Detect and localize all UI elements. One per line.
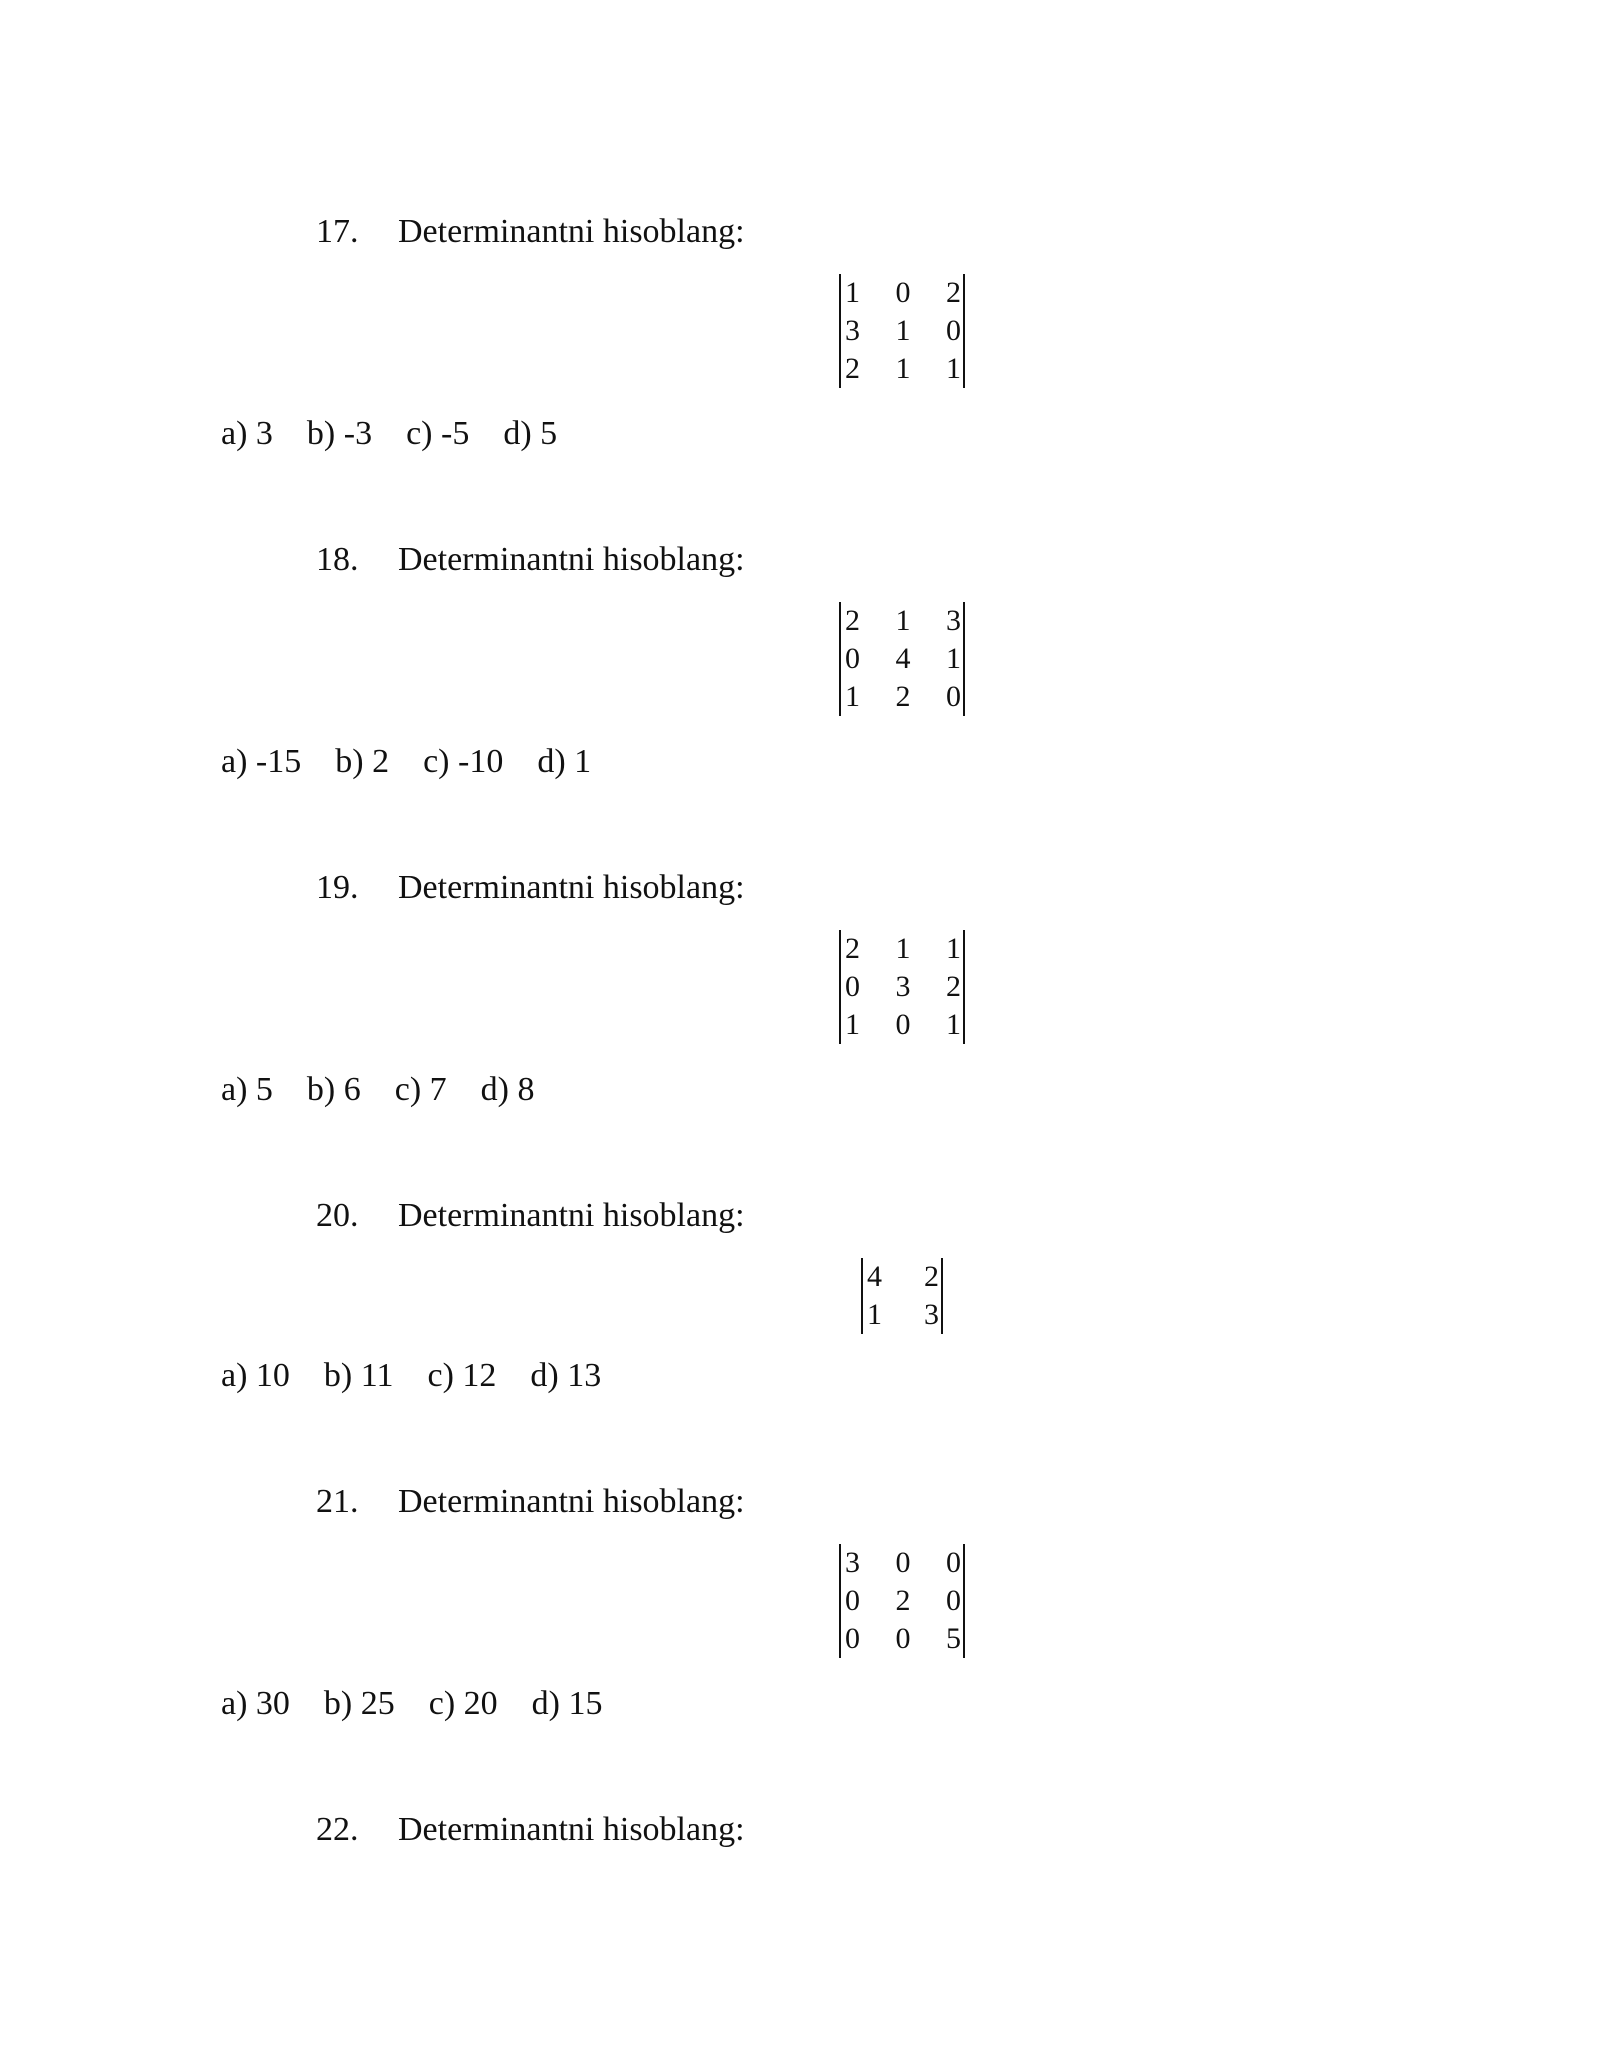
question-text: Determinantni hisoblang: xyxy=(398,541,745,578)
option-d: d) 1 xyxy=(537,743,592,780)
option-b: b) 2 xyxy=(335,743,390,780)
matrix-cell: 3 xyxy=(895,970,911,1003)
matrix-cell: 3 xyxy=(946,604,961,637)
matrix-cell: 1 xyxy=(946,1008,961,1041)
matrix-row xyxy=(845,1006,961,1044)
option-d: d) 15 xyxy=(531,1685,603,1722)
matrix-row xyxy=(845,678,961,716)
option-c: c) 20 xyxy=(428,1685,498,1722)
question-number: 19. xyxy=(316,869,359,906)
matrix-cell: 5 xyxy=(946,1622,961,1655)
question-text: Determinantni hisoblang: xyxy=(398,1197,745,1234)
matrix-row xyxy=(845,1544,961,1582)
question-text: Determinantni hisoblang: xyxy=(398,213,745,250)
question-21-heading xyxy=(316,1482,745,1522)
matrix-cell: 2 xyxy=(946,276,961,309)
option-a: a) 5 xyxy=(221,1071,273,1108)
matrix-cell: 3 xyxy=(845,1546,860,1579)
matrix-cell: 2 xyxy=(845,352,860,385)
matrix-cell: 1 xyxy=(895,314,911,347)
option-d: d) 13 xyxy=(530,1357,602,1394)
matrix-cell: 4 xyxy=(895,642,911,675)
question-number: 17. xyxy=(316,213,359,250)
option-b: b) -3 xyxy=(306,415,373,452)
matrix-cell: 0 xyxy=(845,642,860,675)
matrix-cell: 2 xyxy=(924,1260,939,1293)
matrix-row xyxy=(867,1296,939,1334)
option-c: c) 7 xyxy=(394,1071,447,1108)
question-17-heading xyxy=(316,212,745,252)
matrix-row xyxy=(845,640,961,678)
matrix-cell: 1 xyxy=(895,932,911,965)
option-d: d) 5 xyxy=(503,415,558,452)
option-c: c) 12 xyxy=(427,1357,497,1394)
question-number: 20. xyxy=(316,1197,359,1234)
question-number: 18. xyxy=(316,541,359,578)
answer-options-18 xyxy=(221,742,625,782)
matrix-cell: 0 xyxy=(895,1546,911,1579)
matrix-cell: 0 xyxy=(845,1584,860,1617)
matrix-cell: 3 xyxy=(924,1298,939,1331)
answer-options-21 xyxy=(221,1684,637,1724)
matrix-cell: 1 xyxy=(946,352,961,385)
matrix-cell: 1 xyxy=(845,276,860,309)
matrix-cell: 0 xyxy=(946,1584,961,1617)
option-a: a) 30 xyxy=(221,1685,290,1722)
determinant-matrix-21 xyxy=(839,1544,965,1658)
matrix-row xyxy=(845,930,961,968)
question-text: Determinantni hisoblang: xyxy=(398,869,745,906)
matrix-row xyxy=(867,1258,939,1296)
matrix-cell: 1 xyxy=(946,932,961,965)
matrix-cell: 1 xyxy=(867,1298,882,1331)
matrix-cell: 0 xyxy=(946,1546,961,1579)
matrix-cell: 2 xyxy=(895,680,911,713)
option-c: c) -10 xyxy=(423,743,504,780)
option-b: b) 11 xyxy=(323,1357,394,1394)
question-number: 21. xyxy=(316,1483,359,1520)
option-b: b) 6 xyxy=(306,1071,361,1108)
determinant-matrix-17 xyxy=(839,274,965,388)
matrix-cell: 2 xyxy=(845,932,860,965)
option-b: b) 25 xyxy=(323,1685,395,1722)
matrix-row xyxy=(845,312,961,350)
option-c: c) -5 xyxy=(406,415,470,452)
matrix-cell: 0 xyxy=(895,1622,911,1655)
matrix-cell: 0 xyxy=(895,276,911,309)
matrix-cell: 4 xyxy=(867,1260,882,1293)
matrix-cell: 2 xyxy=(895,1584,911,1617)
matrix-cell: 1 xyxy=(895,604,911,637)
option-a: a) 3 xyxy=(221,415,273,452)
determinant-matrix-18 xyxy=(839,602,965,716)
matrix-cell: 1 xyxy=(845,680,860,713)
matrix-row xyxy=(845,968,961,1006)
question-18-heading xyxy=(316,540,745,580)
matrix-cell: 0 xyxy=(845,970,860,1003)
question-22-heading xyxy=(316,1810,745,1850)
question-19-heading xyxy=(316,868,745,908)
answer-options-19 xyxy=(221,1070,569,1110)
determinant-matrix-19 xyxy=(839,930,965,1044)
matrix-row xyxy=(845,274,961,312)
matrix-row xyxy=(845,602,961,640)
question-text: Determinantni hisoblang: xyxy=(398,1483,745,1520)
question-number: 22. xyxy=(316,1811,359,1848)
question-20-heading xyxy=(316,1196,745,1236)
matrix-row xyxy=(845,350,961,388)
matrix-cell: 2 xyxy=(946,970,961,1003)
matrix-cell: 1 xyxy=(895,352,911,385)
matrix-cell: 2 xyxy=(845,604,860,637)
matrix-cell: 3 xyxy=(845,314,860,347)
answer-options-20 xyxy=(221,1356,635,1396)
matrix-cell: 1 xyxy=(946,642,961,675)
determinant-matrix-20 xyxy=(861,1258,943,1334)
answer-options-17 xyxy=(221,414,591,454)
matrix-cell: 1 xyxy=(845,1008,860,1041)
question-text: Determinantni hisoblang: xyxy=(398,1811,745,1848)
matrix-cell: 0 xyxy=(946,680,961,713)
matrix-row xyxy=(845,1582,961,1620)
matrix-cell: 0 xyxy=(845,1622,860,1655)
option-a: a) 10 xyxy=(221,1357,290,1394)
option-d: d) 8 xyxy=(480,1071,535,1108)
matrix-cell: 0 xyxy=(946,314,961,347)
matrix-cell: 0 xyxy=(895,1008,911,1041)
option-a: a) -15 xyxy=(221,743,302,780)
matrix-row xyxy=(845,1620,961,1658)
